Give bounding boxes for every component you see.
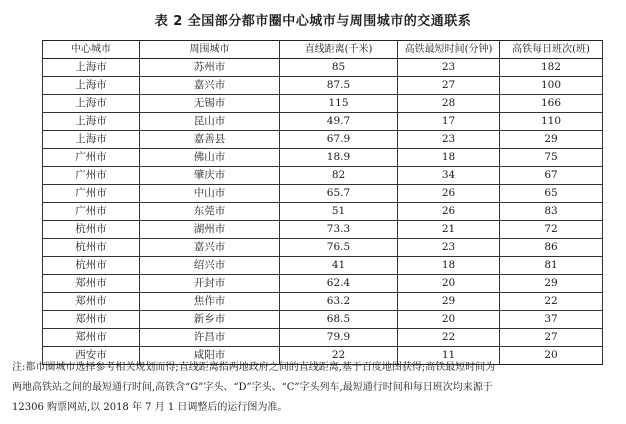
cell-hsr-min-time: 21 (398, 221, 500, 239)
cell-hsr-min-time: 22 (398, 329, 500, 347)
cell-hsr-min-time: 20 (398, 275, 500, 293)
cell-distance: 49.7 (280, 113, 398, 131)
table-row (43, 185, 603, 203)
cell-distance: 115 (280, 95, 398, 113)
note-line: 12306 购票网站,以 2018 年 7 月 1 日调整后的运行图为准。 (12, 402, 288, 413)
cell-hsr-min-time: 17 (398, 113, 500, 131)
cell-distance: 18.9 (280, 149, 398, 167)
cell-surrounding-city: 嘉兴市 (140, 77, 280, 95)
cell-center-city: 郑州市 (43, 293, 140, 311)
table-header-row (43, 41, 603, 59)
cell-center-city: 广州市 (43, 185, 140, 203)
table-row (43, 311, 603, 329)
cell-distance: 76.5 (280, 239, 398, 257)
cell-surrounding-city: 新乡市 (140, 311, 280, 329)
cell-distance: 63.2 (280, 293, 398, 311)
table-row (43, 293, 603, 311)
cell-hsr-daily-trains: 67 (500, 167, 603, 185)
cell-distance: 73.3 (280, 221, 398, 239)
cell-hsr-daily-trains: 29 (500, 275, 603, 293)
cell-hsr-min-time: 18 (398, 257, 500, 275)
cell-center-city: 广州市 (43, 203, 140, 221)
cell-surrounding-city: 绍兴市 (140, 257, 280, 275)
table-body (43, 59, 603, 365)
cell-hsr-daily-trains: 22 (500, 293, 603, 311)
table-row (43, 77, 603, 95)
cell-distance: 68.5 (280, 311, 398, 329)
cell-center-city: 上海市 (43, 77, 140, 95)
header-hsr-daily-trains: 高铁每日班次(班) (500, 41, 603, 59)
cell-surrounding-city: 许昌市 (140, 329, 280, 347)
cell-surrounding-city: 中山市 (140, 185, 280, 203)
table-row (43, 203, 603, 221)
cell-distance: 79.9 (280, 329, 398, 347)
cell-distance: 87.5 (280, 77, 398, 95)
cell-center-city: 杭州市 (43, 221, 140, 239)
header-center-city: 中心城市 (43, 41, 140, 59)
header-distance: 直线距离(千米) (280, 41, 398, 59)
note-line: 两地高铁站之间的最短通行时间,高铁含“G”字头、“D”字头、“C”字头列车,最短通行时间和每日班次均来源于 (12, 382, 493, 393)
cell-hsr-daily-trains: 86 (500, 239, 603, 257)
traffic-table (42, 40, 603, 365)
cell-hsr-min-time: 18 (398, 149, 500, 167)
table-note (12, 358, 618, 418)
cell-distance: 41 (280, 257, 398, 275)
cell-hsr-daily-trains: 100 (500, 77, 603, 95)
cell-distance: 62.4 (280, 275, 398, 293)
cell-distance: 85 (280, 59, 398, 77)
cell-hsr-min-time: 23 (398, 131, 500, 149)
cell-hsr-daily-trains: 166 (500, 95, 603, 113)
cell-surrounding-city: 佛山市 (140, 149, 280, 167)
cell-hsr-min-time: 27 (398, 77, 500, 95)
cell-hsr-daily-trains: 65 (500, 185, 603, 203)
cell-center-city: 上海市 (43, 131, 140, 149)
cell-hsr-daily-trains: 83 (500, 203, 603, 221)
cell-surrounding-city: 昆山市 (140, 113, 280, 131)
cell-distance: 82 (280, 167, 398, 185)
cell-hsr-min-time: 29 (398, 293, 500, 311)
table-title: 表 2 全国部分都市圈中心城市与周围城市的交通联系 (154, 14, 472, 29)
cell-surrounding-city: 咸阳市 (140, 347, 280, 365)
cell-surrounding-city: 肇庆市 (140, 167, 280, 185)
cell-hsr-min-time: 23 (398, 239, 500, 257)
cell-center-city: 广州市 (43, 149, 140, 167)
cell-hsr-daily-trains: 37 (500, 311, 603, 329)
cell-hsr-min-time: 34 (398, 167, 500, 185)
cell-surrounding-city: 湖州市 (140, 221, 280, 239)
cell-hsr-min-time: 26 (398, 185, 500, 203)
cell-surrounding-city: 开封市 (140, 275, 280, 293)
table-row (43, 95, 603, 113)
table-row (43, 167, 603, 185)
cell-center-city: 上海市 (43, 113, 140, 131)
cell-hsr-min-time: 28 (398, 95, 500, 113)
cell-hsr-daily-trains: 81 (500, 257, 603, 275)
cell-surrounding-city: 苏州市 (140, 59, 280, 77)
cell-hsr-daily-trains: 75 (500, 149, 603, 167)
table-row (43, 329, 603, 347)
cell-hsr-min-time: 20 (398, 311, 500, 329)
table-row (43, 131, 603, 149)
cell-center-city: 杭州市 (43, 257, 140, 275)
header-hsr-min-time: 高铁最短时间(分钟) (398, 41, 500, 59)
cell-center-city: 郑州市 (43, 275, 140, 293)
cell-center-city: 郑州市 (43, 329, 140, 347)
note-line: 注:都市圈城市选择参考相关规划而得;直线距离指两地政府之间的直线距离,基于百度地图获得;高铁最短时间为 (12, 362, 496, 373)
cell-hsr-daily-trains: 182 (500, 59, 603, 77)
cell-hsr-daily-trains: 20 (500, 347, 603, 365)
table-row (43, 275, 603, 293)
cell-center-city: 上海市 (43, 95, 140, 113)
header-surrounding-city: 周围城市 (140, 41, 280, 59)
cell-center-city: 上海市 (43, 59, 140, 77)
cell-center-city: 杭州市 (43, 239, 140, 257)
table-row (43, 221, 603, 239)
table-row (43, 257, 603, 275)
cell-hsr-daily-trains: 110 (500, 113, 603, 131)
cell-hsr-daily-trains: 72 (500, 221, 603, 239)
table-row (43, 59, 603, 77)
cell-hsr-min-time: 23 (398, 59, 500, 77)
cell-hsr-daily-trains: 29 (500, 131, 603, 149)
cell-center-city: 广州市 (43, 167, 140, 185)
table-row (43, 149, 603, 167)
cell-distance: 65.7 (280, 185, 398, 203)
cell-surrounding-city: 嘉兴市 (140, 239, 280, 257)
table-row (43, 113, 603, 131)
table-row (43, 239, 603, 257)
cell-surrounding-city: 东莞市 (140, 203, 280, 221)
cell-hsr-min-time: 26 (398, 203, 500, 221)
cell-center-city: 郑州市 (43, 311, 140, 329)
cell-surrounding-city: 嘉善县 (140, 131, 280, 149)
cell-surrounding-city: 无锡市 (140, 95, 280, 113)
cell-distance: 22 (280, 347, 398, 365)
cell-surrounding-city: 焦作市 (140, 293, 280, 311)
cell-center-city: 西安市 (43, 347, 140, 365)
cell-distance: 51 (280, 203, 398, 221)
cell-hsr-min-time: 11 (398, 347, 500, 365)
cell-hsr-daily-trains: 27 (500, 329, 603, 347)
cell-distance: 67.9 (280, 131, 398, 149)
